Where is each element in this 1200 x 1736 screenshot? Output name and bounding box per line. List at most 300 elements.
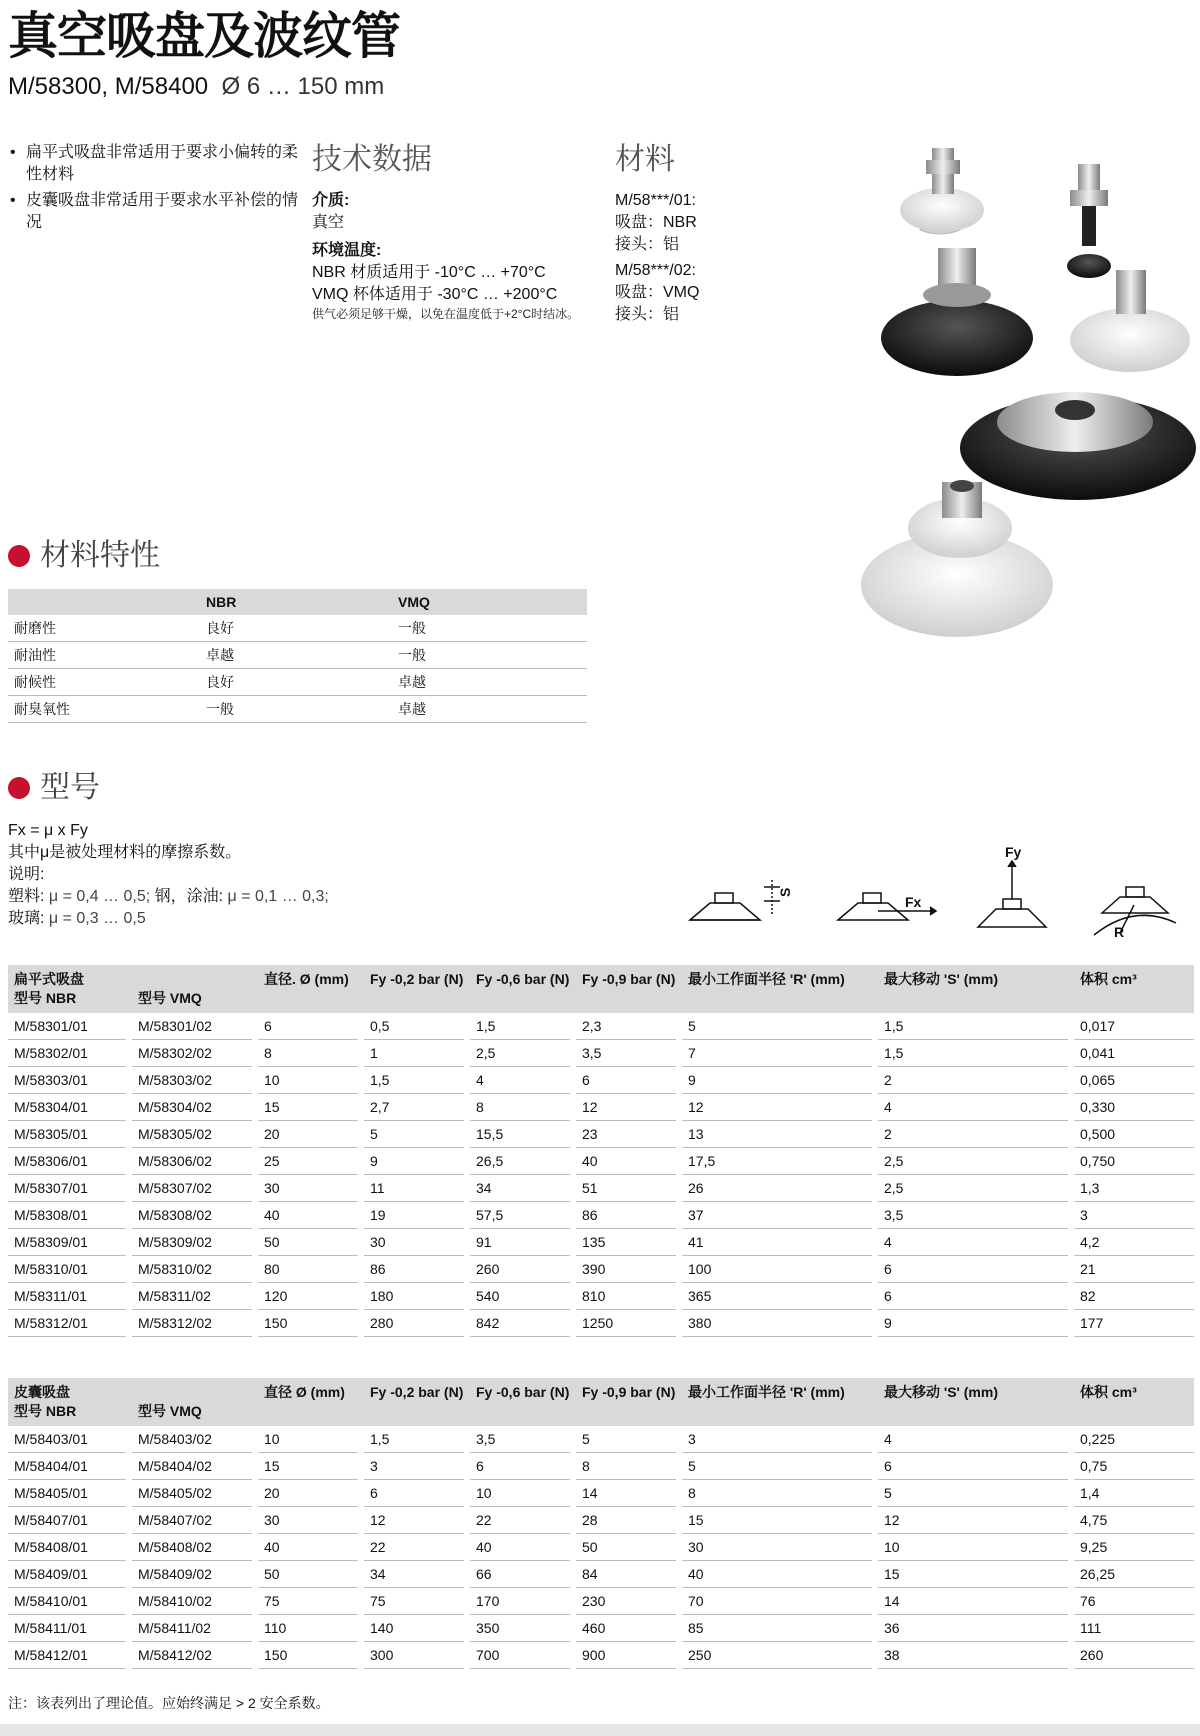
table-cell: 1250 <box>576 1310 676 1337</box>
table-row <box>8 1561 1194 1588</box>
table-cell: M/58405/01 <box>8 1480 126 1507</box>
table-cell: 260 <box>470 1256 570 1283</box>
table-row <box>8 1013 1194 1040</box>
table-cell: 6 <box>878 1256 1068 1283</box>
table-group-label: 扁平式吸盘 <box>8 965 258 988</box>
table-cell: M/58403/02 <box>132 1426 252 1453</box>
table-header-cell: Fy -0,9 bar (N) <box>576 1378 682 1401</box>
table-cell: 365 <box>682 1283 872 1310</box>
material-cup-01: 吸盘：NBR <box>615 214 697 231</box>
model-series: M/58300, M/58400 <box>8 73 209 100</box>
table-cell: 842 <box>470 1310 570 1337</box>
table-row <box>8 1121 1194 1148</box>
table-row <box>8 696 587 723</box>
medium-label: 介质: <box>312 192 350 209</box>
table-header-cell: Fy -0,2 bar (N) <box>364 1378 470 1401</box>
table-cell: 390 <box>576 1256 676 1283</box>
material-props-heading <box>8 538 160 574</box>
tech-data <box>312 142 612 322</box>
diagram-label-fx: Fx <box>905 894 922 910</box>
table-cell: 3 <box>364 1453 464 1480</box>
table-cell: 1,5 <box>878 1040 1068 1067</box>
table-cell: 66 <box>470 1561 570 1588</box>
table-row <box>8 1615 1194 1642</box>
diagram-label-s: S <box>777 887 793 897</box>
table-cell: 26,5 <box>470 1148 570 1175</box>
steel-label: 钢，涂油: <box>154 888 224 905</box>
table-cell: 91 <box>470 1229 570 1256</box>
table-header-row <box>8 589 587 615</box>
table-cell: 4,2 <box>1074 1229 1194 1256</box>
plastic-mu: μ = 0,4 … 0,5; <box>48 888 151 905</box>
table-cell: 6 <box>878 1453 1068 1480</box>
table-cell: 良好 <box>200 669 392 696</box>
table-cell: 10 <box>470 1480 570 1507</box>
table-cell: 280 <box>364 1310 464 1337</box>
table-cell: 0,330 <box>1074 1094 1194 1121</box>
table-cell: 50 <box>258 1229 358 1256</box>
table-cell: M/58311/01 <box>8 1283 126 1310</box>
table-row <box>8 1588 1194 1615</box>
table-cell: M/58307/01 <box>8 1175 126 1202</box>
table-cell: 6 <box>470 1453 570 1480</box>
table-cell: 6 <box>258 1013 358 1040</box>
plastic-label: 塑料: <box>8 888 45 905</box>
table-cell: 1,5 <box>364 1067 464 1094</box>
table-cell: 2,5 <box>878 1148 1068 1175</box>
table-cell: 22 <box>364 1534 464 1561</box>
table-cell: 50 <box>258 1561 358 1588</box>
table-row <box>8 1067 1194 1094</box>
table-cell: 耐候性 <box>8 669 200 696</box>
table-cell: 900 <box>576 1642 676 1669</box>
table-cell: 耐油性 <box>8 642 200 669</box>
table-cell: M/58404/01 <box>8 1453 126 1480</box>
table-cell: 150 <box>258 1642 358 1669</box>
table-cell: 3,5 <box>576 1040 676 1067</box>
table-cell: M/58412/02 <box>132 1642 252 1669</box>
table-cell: 20 <box>258 1121 358 1148</box>
diameter-range: Ø 6 … 150 mm <box>221 73 385 100</box>
diagram-label-fy: Fy <box>1005 845 1022 860</box>
table-header-cell: VMQ <box>392 589 587 615</box>
table-cell: 2 <box>878 1067 1068 1094</box>
feature-list <box>8 142 308 238</box>
steel-mu: μ = 0,1 … 0,3; <box>227 888 329 905</box>
diagram-label-r: R <box>1114 924 1125 940</box>
table-cell: 6 <box>878 1283 1068 1310</box>
table-cell: 38 <box>878 1642 1068 1669</box>
tech-heading: 技术数据 <box>312 143 432 176</box>
table-cell: 2 <box>878 1121 1068 1148</box>
diagram-r <box>1094 887 1176 935</box>
table-cell: 540 <box>470 1283 570 1310</box>
table-cell: 8 <box>576 1453 676 1480</box>
table-cell: M/58306/02 <box>132 1148 252 1175</box>
table-cell: 350 <box>470 1615 570 1642</box>
table-row <box>8 1480 1194 1507</box>
flat-cup-table <box>8 965 1194 1337</box>
page-title: 真空吸盘及波纹管 <box>8 8 400 64</box>
table-cell: 80 <box>258 1256 358 1283</box>
table-cell: M/58410/01 <box>8 1588 126 1615</box>
table-cell: 10 <box>258 1426 358 1453</box>
table-cell: 111 <box>1074 1615 1194 1642</box>
table-cell: 17,5 <box>682 1148 872 1175</box>
table-cell: 4 <box>878 1426 1068 1453</box>
table-cell: 34 <box>364 1561 464 1588</box>
material-code-01: M/58***/01: <box>615 192 696 209</box>
table-header-cell: Fy -0,6 bar (N) <box>470 1378 576 1401</box>
table-cell: M/58308/02 <box>132 1202 252 1229</box>
table-cell: 3,5 <box>470 1426 570 1453</box>
table-cell: 230 <box>576 1588 676 1615</box>
table-cell: 0,75 <box>1074 1453 1194 1480</box>
table-row <box>8 1256 1194 1283</box>
table-header-cell: 型号 NBR <box>8 1401 132 1426</box>
table-row <box>8 1283 1194 1310</box>
table-cell: 380 <box>682 1310 872 1337</box>
table-cell: M/58312/01 <box>8 1310 126 1337</box>
table-cell: 4,75 <box>1074 1507 1194 1534</box>
section-bullet-icon <box>8 545 30 567</box>
table-cell: M/58312/02 <box>132 1310 252 1337</box>
table-cell: 14 <box>576 1480 676 1507</box>
table-header-cell: 最小工作面半径 'R' (mm) <box>682 1378 878 1401</box>
materials-heading: 材料 <box>615 143 675 176</box>
table-cell: 170 <box>470 1588 570 1615</box>
table-cell: 85 <box>682 1615 872 1642</box>
table-cell: 30 <box>364 1229 464 1256</box>
table-cell: 40 <box>576 1148 676 1175</box>
table-cell: M/58409/01 <box>8 1561 126 1588</box>
feature-item: • 扁平式吸盘非常适用于要求小偏转的柔性材料 <box>8 142 308 186</box>
table-header-cell: 型号 VMQ <box>132 1401 1194 1426</box>
table-cell: 15 <box>682 1507 872 1534</box>
table-cell: 0,225 <box>1074 1426 1194 1453</box>
diagram-fy <box>978 861 1046 927</box>
table-cell: M/58305/01 <box>8 1121 126 1148</box>
table-cell: 1,4 <box>1074 1480 1194 1507</box>
table-cell: 良好 <box>200 615 392 642</box>
table-cell: 12 <box>682 1094 872 1121</box>
table-cell: 1,5 <box>364 1426 464 1453</box>
table-cell: 9 <box>682 1067 872 1094</box>
table-row <box>8 669 587 696</box>
table-cell: M/58304/02 <box>132 1094 252 1121</box>
table-cell: 3,5 <box>878 1202 1068 1229</box>
table-cell: 一般 <box>392 642 587 669</box>
table-cell: 1,5 <box>470 1013 570 1040</box>
footer-bar <box>0 1724 1200 1736</box>
table-cell: 40 <box>470 1534 570 1561</box>
table-header-cell: 直径. Ø (mm) <box>258 965 364 988</box>
table-cell: 4 <box>878 1094 1068 1121</box>
table-header-cell: 最大移动 'S' (mm) <box>878 1378 1074 1401</box>
table-cell: 50 <box>576 1534 676 1561</box>
table-cell: 12 <box>576 1094 676 1121</box>
table-cell: M/58302/02 <box>132 1040 252 1067</box>
table-cell: M/58311/02 <box>132 1283 252 1310</box>
table-row <box>8 642 587 669</box>
table-cell: 耐臭氧性 <box>8 696 200 723</box>
table-cell: 75 <box>258 1588 358 1615</box>
table-cell: M/58410/02 <box>132 1588 252 1615</box>
table-header-cell: 最小工作面半径 'R' (mm) <box>682 965 878 988</box>
table-cell: 卓越 <box>200 642 392 669</box>
table-cell: 41 <box>682 1229 872 1256</box>
medium-value: 真空 <box>312 214 345 231</box>
temp-vmq: VMQ 杯体适用于 -30°C … +200°C <box>312 286 558 303</box>
table-cell: 0,750 <box>1074 1148 1194 1175</box>
table-cell: 5 <box>576 1426 676 1453</box>
table-cell: 2,5 <box>470 1040 570 1067</box>
table-cell: 1,5 <box>878 1013 1068 1040</box>
table-cell: M/58303/01 <box>8 1067 126 1094</box>
table-row <box>8 1229 1194 1256</box>
table-header-row <box>8 965 1194 988</box>
table-row <box>8 1642 1194 1669</box>
table-cell: 26,25 <box>1074 1561 1194 1588</box>
material-fitting-01: 接头：铝 <box>615 236 680 253</box>
table-cell: M/58310/02 <box>132 1256 252 1283</box>
table-row <box>8 1507 1194 1534</box>
section-bullet-icon <box>8 777 30 799</box>
table-cell: 15,5 <box>470 1121 570 1148</box>
table-row <box>8 1534 1194 1561</box>
table-cell: 11 <box>364 1175 464 1202</box>
table-cell: 86 <box>576 1202 676 1229</box>
table-cell: 5 <box>682 1013 872 1040</box>
table-header-cell: 型号 NBR <box>8 988 132 1013</box>
table-cell: 1,3 <box>1074 1175 1194 1202</box>
table-cell: 180 <box>364 1283 464 1310</box>
table-cell: M/58409/02 <box>132 1561 252 1588</box>
friction-formula-block <box>8 820 329 930</box>
table-row <box>8 1453 1194 1480</box>
table-header-cell: Fy -0,9 bar (N) <box>576 965 682 988</box>
table-cell: 120 <box>258 1283 358 1310</box>
table-cell: M/58407/02 <box>132 1507 252 1534</box>
table-cell: 51 <box>576 1175 676 1202</box>
table-cell: 40 <box>682 1561 872 1588</box>
table-cell: M/58309/02 <box>132 1229 252 1256</box>
product-photo <box>860 130 1200 650</box>
table-cell: 30 <box>258 1175 358 1202</box>
force-diagrams <box>680 845 1180 945</box>
table-cell: 37 <box>682 1202 872 1229</box>
table-cell: 19 <box>364 1202 464 1229</box>
table-cell: M/58405/02 <box>132 1480 252 1507</box>
table-cell: 40 <box>258 1202 358 1229</box>
table-cell: 15 <box>258 1094 358 1121</box>
explain-label: 说明: <box>8 866 45 883</box>
table-cell: 2,3 <box>576 1013 676 1040</box>
table-cell: 20 <box>258 1480 358 1507</box>
table-header-cell: 体积 cm³ <box>1074 1378 1194 1401</box>
friction-formula: Fx = μ x Fy <box>8 822 88 839</box>
table-cell: 0,041 <box>1074 1040 1194 1067</box>
table-row <box>8 1202 1194 1229</box>
table-cell: M/58404/02 <box>132 1453 252 1480</box>
table-header-cell: Fy -0,2 bar (N) <box>364 965 470 988</box>
table-cell: 22 <box>470 1507 570 1534</box>
table-cell: 一般 <box>392 615 587 642</box>
table-cell: 177 <box>1074 1310 1194 1337</box>
table-cell: 810 <box>576 1283 676 1310</box>
table-cell: M/58408/01 <box>8 1534 126 1561</box>
table-cell: M/58301/02 <box>132 1013 252 1040</box>
table-header-cell: NBR <box>200 589 392 615</box>
table-cell: M/58310/01 <box>8 1256 126 1283</box>
plastic-steel-line <box>8 886 329 908</box>
table-cell: 6 <box>576 1067 676 1094</box>
table-cell: M/58304/01 <box>8 1094 126 1121</box>
table-cell: 12 <box>364 1507 464 1534</box>
table-cell: M/58301/01 <box>8 1013 126 1040</box>
table-row <box>8 1175 1194 1202</box>
page-subtitle <box>8 72 384 102</box>
temp-note: 供气必须足够干燥，以免在温度低于+2°C时结冰。 <box>312 307 580 321</box>
table-cell: 一般 <box>200 696 392 723</box>
table-cell: 5 <box>364 1121 464 1148</box>
table-group-label: 皮囊吸盘 <box>8 1378 258 1401</box>
table-cell: M/58307/02 <box>132 1175 252 1202</box>
table-cell: 110 <box>258 1615 358 1642</box>
table-cell: 86 <box>364 1256 464 1283</box>
table-cell: 8 <box>470 1094 570 1121</box>
table-cell: 70 <box>682 1588 872 1615</box>
table-header-cell <box>8 589 200 615</box>
table-cell: 8 <box>682 1480 872 1507</box>
table-cell: 8 <box>258 1040 358 1067</box>
table-cell: 9 <box>878 1310 1068 1337</box>
models-title: 型号 <box>40 771 100 804</box>
table-cell: M/58306/01 <box>8 1148 126 1175</box>
materials <box>615 142 815 326</box>
table-cell: 76 <box>1074 1588 1194 1615</box>
table-cell: 30 <box>258 1507 358 1534</box>
temp-nbr: NBR 材质适用于 -10°C … +70°C <box>312 264 546 281</box>
table-cell: 25 <box>258 1148 358 1175</box>
table-row <box>8 1094 1194 1121</box>
table-cell: 2,5 <box>878 1175 1068 1202</box>
table-cell: 135 <box>576 1229 676 1256</box>
table-cell: M/58407/01 <box>8 1507 126 1534</box>
table-header-cell: 体积 cm³ <box>1074 965 1194 988</box>
table-cell: 9 <box>364 1148 464 1175</box>
table-cell: 700 <box>470 1642 570 1669</box>
table-cell: 100 <box>682 1256 872 1283</box>
table-header-cell: 最大移动 'S' (mm) <box>878 965 1074 988</box>
material-props-title: 材料特性 <box>40 539 160 572</box>
material-cup-02: 吸盘：VMQ <box>615 284 700 301</box>
table-cell: 13 <box>682 1121 872 1148</box>
diagram-s-displacement <box>690 880 780 920</box>
table-cell: 84 <box>576 1561 676 1588</box>
table-cell: 4 <box>470 1067 570 1094</box>
table-cell: 0,017 <box>1074 1013 1194 1040</box>
table-cell: 140 <box>364 1615 464 1642</box>
table-row <box>8 1148 1194 1175</box>
table-cell: 26 <box>682 1175 872 1202</box>
table-cell: 57,5 <box>470 1202 570 1229</box>
bellows-cup-table <box>8 1378 1194 1669</box>
table-cell: 12 <box>878 1507 1068 1534</box>
table-cell: 14 <box>878 1588 1068 1615</box>
table-row <box>8 1310 1194 1337</box>
table-cell: 150 <box>258 1310 358 1337</box>
table-cell: 0,5 <box>364 1013 464 1040</box>
table-cell: 75 <box>364 1588 464 1615</box>
table-row <box>8 1426 1194 1453</box>
table-header-cell: 直径 Ø (mm) <box>258 1378 364 1401</box>
table-cell: 300 <box>364 1642 464 1669</box>
table-header-row <box>8 1378 1194 1401</box>
table-cell: 15 <box>258 1453 358 1480</box>
models-heading <box>8 770 100 806</box>
table-cell: 0,065 <box>1074 1067 1194 1094</box>
table-cell: M/58303/02 <box>132 1067 252 1094</box>
table-cell: M/58309/01 <box>8 1229 126 1256</box>
table-cell: 2,7 <box>364 1094 464 1121</box>
table-cell: 6 <box>364 1480 464 1507</box>
table-cell: 3 <box>1074 1202 1194 1229</box>
feature-item: • 皮囊吸盘非常适用于要求水平补偿的情况 <box>8 190 308 234</box>
material-props-table <box>8 589 587 723</box>
table-cell: 30 <box>682 1534 872 1561</box>
table-cell: 10 <box>258 1067 358 1094</box>
table-cell: 40 <box>258 1534 358 1561</box>
table-cell: M/58403/01 <box>8 1426 126 1453</box>
friction-formula-note: 其中μ是被处理材料的摩擦系数。 <box>8 844 242 861</box>
table-row <box>8 1040 1194 1067</box>
table-cell: 460 <box>576 1615 676 1642</box>
temp-label: 环境温度: <box>312 242 382 259</box>
table-cell: 7 <box>682 1040 872 1067</box>
table-cell: 卓越 <box>392 669 587 696</box>
table-cell: M/58305/02 <box>132 1121 252 1148</box>
table-subheader-row <box>8 1401 1194 1426</box>
table-cell: 23 <box>576 1121 676 1148</box>
table-row <box>8 615 587 642</box>
table-header-cell: 型号 VMQ <box>132 988 1194 1013</box>
table-cell: M/58302/01 <box>8 1040 126 1067</box>
table-cell: 250 <box>682 1642 872 1669</box>
table-cell: 21 <box>1074 1256 1194 1283</box>
table-cell: M/58408/02 <box>132 1534 252 1561</box>
table-cell: 260 <box>1074 1642 1194 1669</box>
table-cell: 4 <box>878 1229 1068 1256</box>
table-cell: 耐磨性 <box>8 615 200 642</box>
table-cell: 82 <box>1074 1283 1194 1310</box>
material-fitting-02: 接头：铝 <box>615 306 680 323</box>
table-header-cell: Fy -0,6 bar (N) <box>470 965 576 988</box>
table-footnote: 注：该表列出了理论值。应始终满足 > 2 安全系数。 <box>8 1695 330 1711</box>
table-cell: M/58411/01 <box>8 1615 126 1642</box>
table-cell: 36 <box>878 1615 1068 1642</box>
table-cell: 15 <box>878 1561 1068 1588</box>
table-cell: 5 <box>682 1453 872 1480</box>
table-cell: 10 <box>878 1534 1068 1561</box>
table-cell: 卓越 <box>392 696 587 723</box>
glass-mu: μ = 0,3 … 0,5 <box>48 910 146 927</box>
table-cell: M/58308/01 <box>8 1202 126 1229</box>
table-cell: M/58411/02 <box>132 1615 252 1642</box>
table-cell: 34 <box>470 1175 570 1202</box>
table-cell: 28 <box>576 1507 676 1534</box>
table-cell: 3 <box>682 1426 872 1453</box>
